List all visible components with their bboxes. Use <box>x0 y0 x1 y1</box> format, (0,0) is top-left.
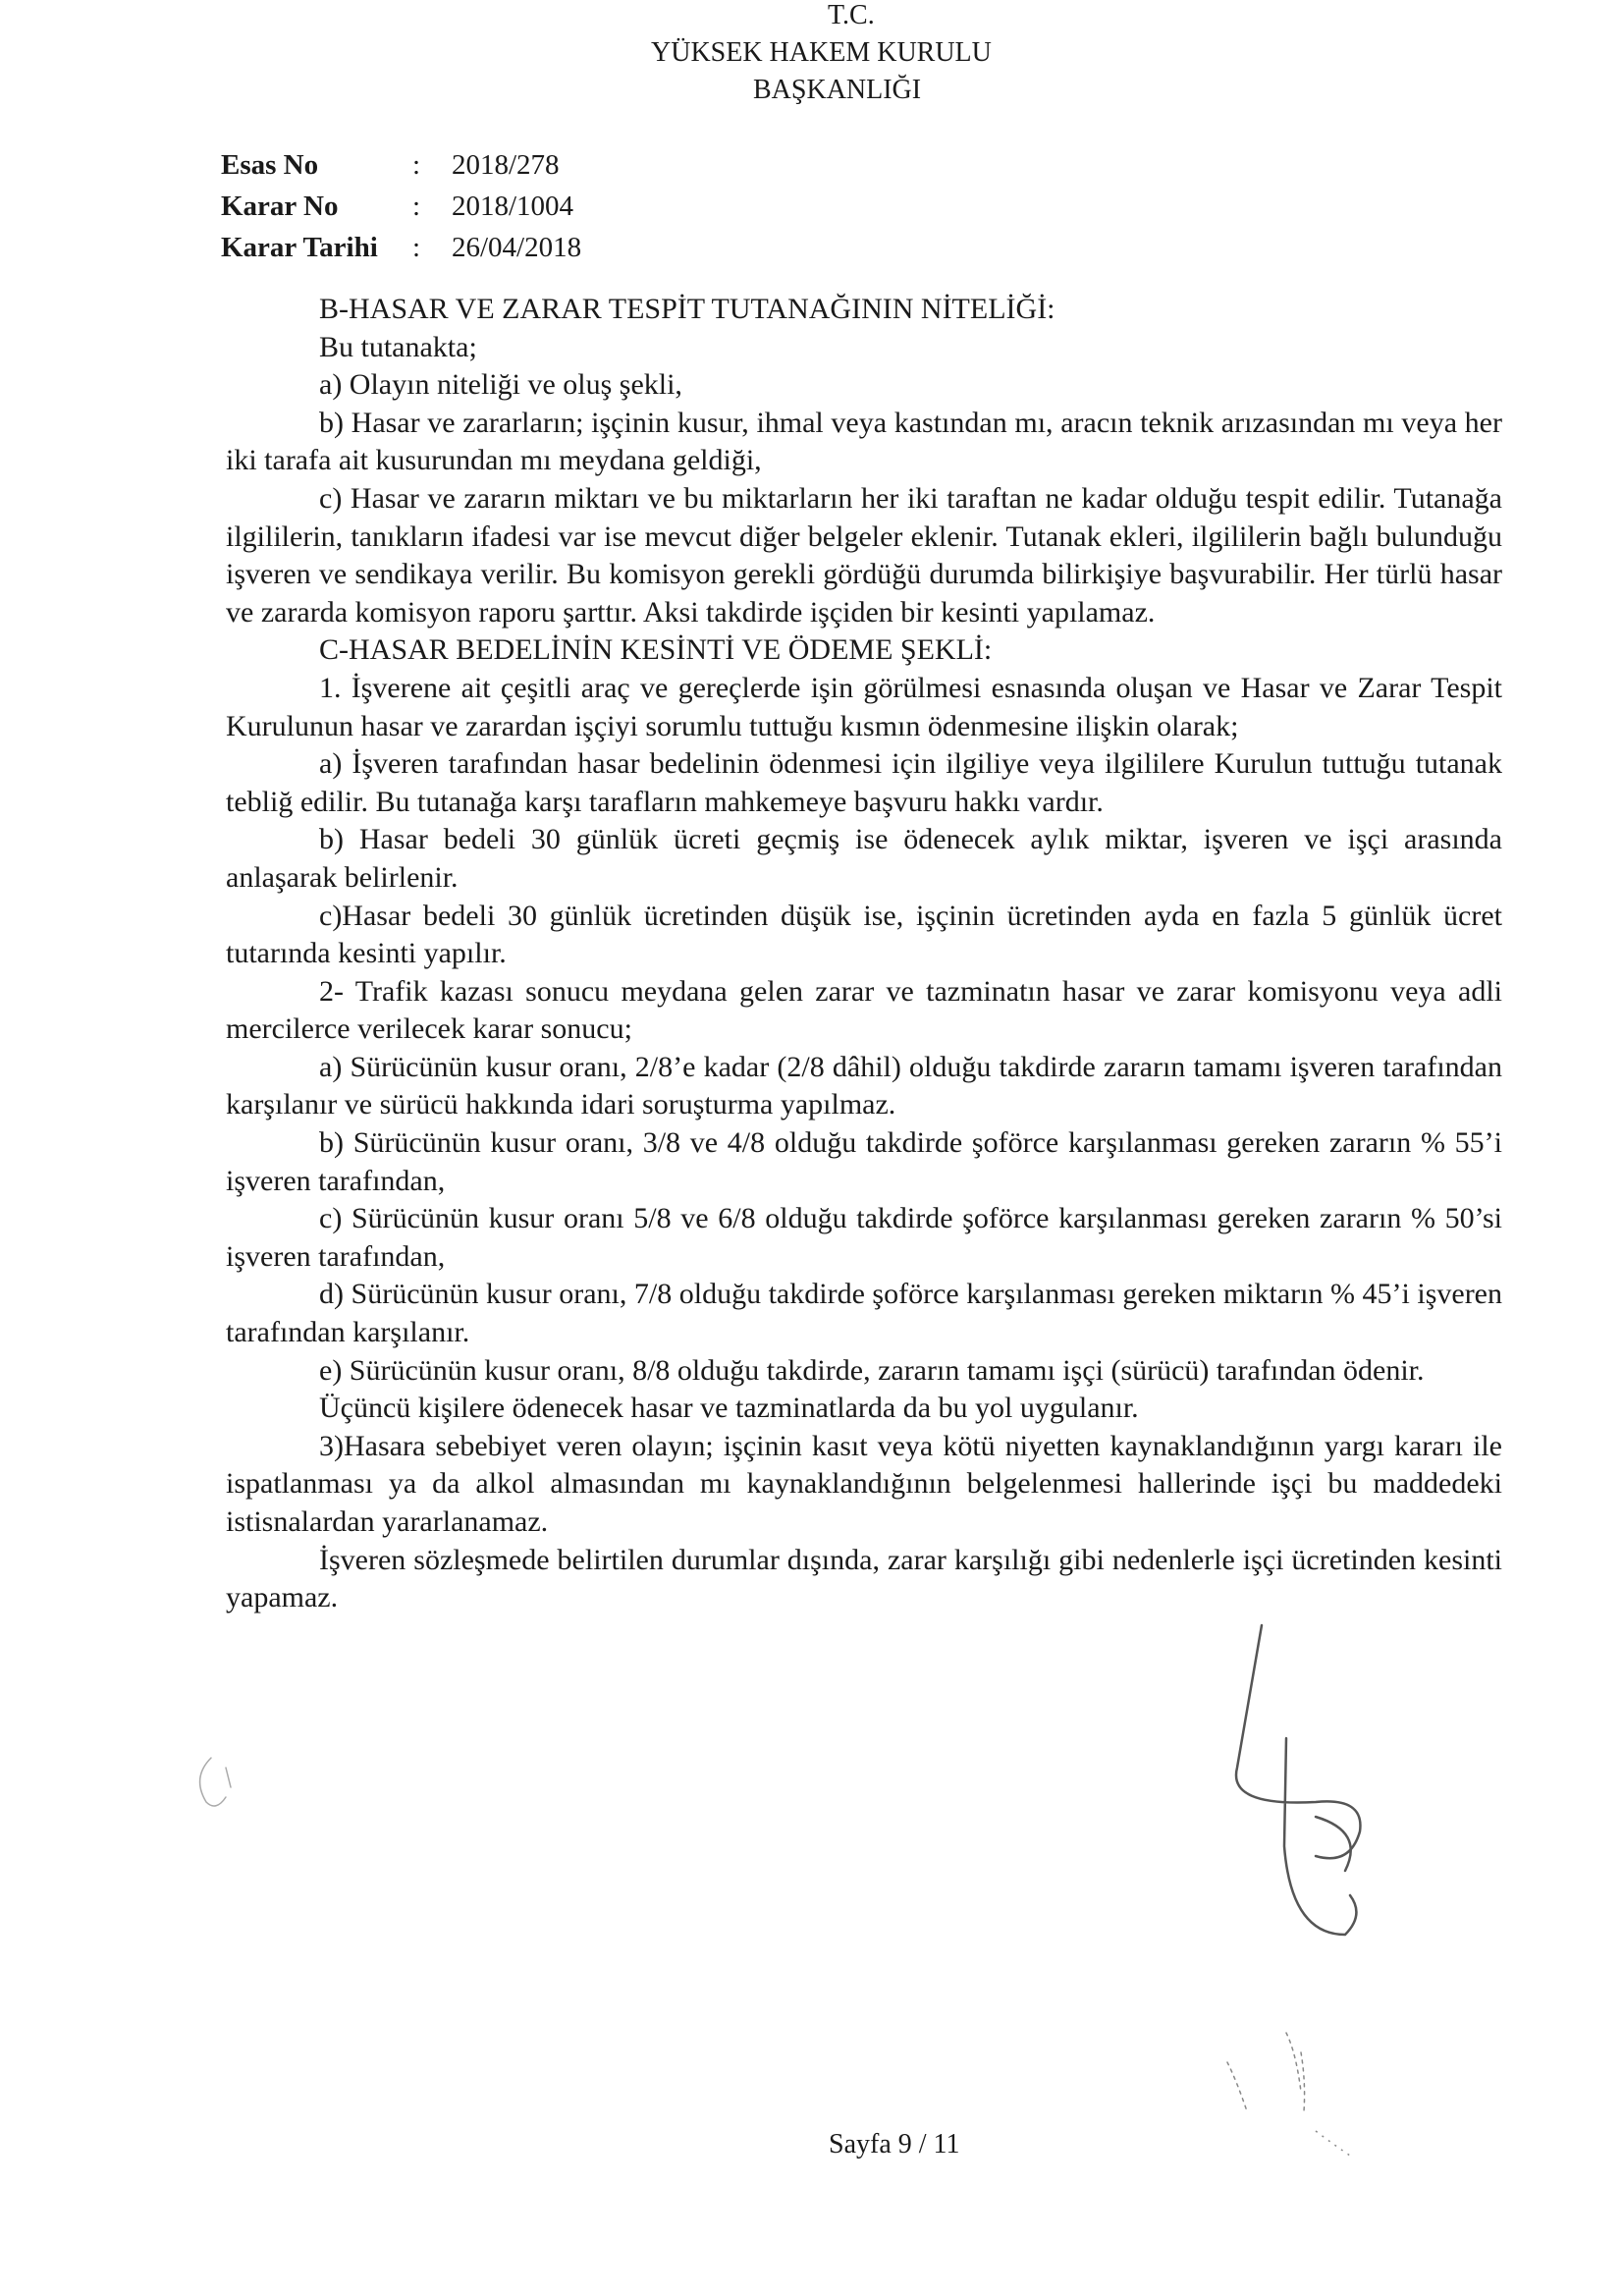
paragraph: Üçüncü kişilere ödenecek hasar ve tazminatlarda da bu yol uygulanır. <box>319 1392 1139 1425</box>
esas-row <box>221 149 581 191</box>
paragraph: e) Sürücünün kusur oranı, 8/8 olduğu takdirde, zararın tamamı işçi (sürücü) tarafından ödenir. <box>319 1353 1425 1387</box>
paragraph: c)Hasar bedeli 30 günlük ücretinden düşük ise, işçinin ücretinden ayda en fazla 5 günlük ücret tutarında kesinti yapılır. <box>226 899 1502 970</box>
paragraph: İşveren sözleşmede belirtilen durumlar dışında, zarar karşılığı gibi nedenlerle işçi ücretinden kesinti yapamaz. <box>226 1543 1502 1614</box>
paragraph: b) Sürücünün kusur oranı, 3/8 ve 4/8 olduğu takdirde şoförce karşılanması gereken zararın % 55’i işveren tarafından, <box>226 1126 1502 1197</box>
paragraph: a) İşveren tarafından hasar bedelinin ödenmesi için ilgiliye veya ilgililere Kurulun tuttuğu tutanak tebliğ edilir. Bu tutanağa karşı tarafların mahkemeye başvuru hakkı vardır. <box>226 747 1502 818</box>
paragraph: b) Hasar ve zararların; işçinin kusur, ihmal veya kastından mı, aracın teknik arızasından mı veya her iki tarafa ait kusurundan mı meydana geldiği, <box>226 406 1502 477</box>
paragraph: c) Hasar ve zararın miktarı ve bu miktarların her iki taraftan ne kadar olduğu tespit edilir. Tutanağa ilgililerin, tanıkların ifadesi var ise mevcut diğer belgeler eklenir. Tutanak ekleri, ilgililerin bağlı bulunduğu işveren ve sendikaya verilir. Bu komisyon gerekli gördüğü durumda bilirkişiye başvurabilir. Her türlü hasar ve zararda komisyon raporu şarttır. Aksi takdirde işçiden bir kesinti yapılamaz. <box>226 481 1502 629</box>
paragraph: a) Olayın niteliği ve oluş şekli, <box>319 368 682 402</box>
paragraph: a) Sürücünün kusur oranı, 2/8’e kadar (2/8 dâhil) olduğu takdirde zararın tamamı işveren tarafından karşılanır ve sürücü hakkında idari soruşturma yapılmaz. <box>226 1050 1502 1121</box>
esas-value: 2018/278 <box>452 149 560 181</box>
handwritten-signature <box>1168 1620 1424 2170</box>
document-body <box>226 291 1502 1617</box>
karar-value: 2018/1004 <box>452 191 574 222</box>
margin-mark <box>187 1748 255 1827</box>
paragraph: Bu tutanakta; <box>319 330 477 363</box>
case-metadata <box>221 149 581 273</box>
colon: : <box>412 191 421 222</box>
karar-row <box>221 191 581 232</box>
colon: : <box>412 232 421 263</box>
karar-label: Karar No <box>221 191 339 222</box>
paragraph: d) Sürücünün kusur oranı, 7/8 olduğu takdirde şoförce karşılanması gereken miktarın % 45’i işveren tarafından karşılanır. <box>226 1278 1502 1349</box>
section-heading-b: B-HASAR VE ZARAR TESPİT TUTANAĞININ NİTELİĞİ: <box>319 293 1055 325</box>
header-institution: YÜKSEK HAKEM KURULU <box>651 37 992 68</box>
section-heading-c: C-HASAR BEDELİNİN KESİNTİ VE ÖDEME ŞEKLİ: <box>319 633 993 667</box>
page-number: Sayfa 9 / 11 <box>829 2129 960 2159</box>
paragraph: 1. İşverene ait çeşitli araç ve gereçlerde işin görülmesi esnasında oluşan ve Hasar ve Zarar Tespit Kurulunun hasar ve zarardan işçiyi sorumlu tuttuğu kısmın ödenmesine ilişkin olarak; <box>226 671 1502 742</box>
paragraph: c) Sürücünün kusur oranı 5/8 ve 6/8 olduğu takdirde şoförce karşılanması gereken zararın % 50’si işveren tarafından, <box>226 1202 1502 1273</box>
tarih-row <box>221 232 581 273</box>
colon: : <box>412 149 421 181</box>
paragraph: 2- Trafik kazası sonucu meydana gelen zarar ve tazminatın hasar ve zarar komisyonu veya adli mercilerce verilecek karar sonucu; <box>226 974 1502 1046</box>
header-presidency: BAŞKANLIĞI <box>753 75 922 105</box>
tarih-value: 26/04/2018 <box>452 232 582 263</box>
paragraph: 3)Hasara sebebiyet veren olayın; işçinin kasıt veya kötü niyetten kaynaklandığının yargı kararı ile ispatlanması ya da alkol almasından mı kaynaklandığının belgelenmesi hallerinde işçi bu maddedeki istisnalardan yararlanamaz. <box>226 1429 1502 1538</box>
paragraph: b) Hasar bedeli 30 günlük ücreti geçmiş ise ödenecek aylık miktar, işveren ve işçi arasında anlaşarak belirlenir. <box>226 823 1502 894</box>
header-tc: T.C. <box>828 0 875 30</box>
esas-label: Esas No <box>221 149 319 181</box>
tarih-label: Karar Tarihi <box>221 232 378 263</box>
